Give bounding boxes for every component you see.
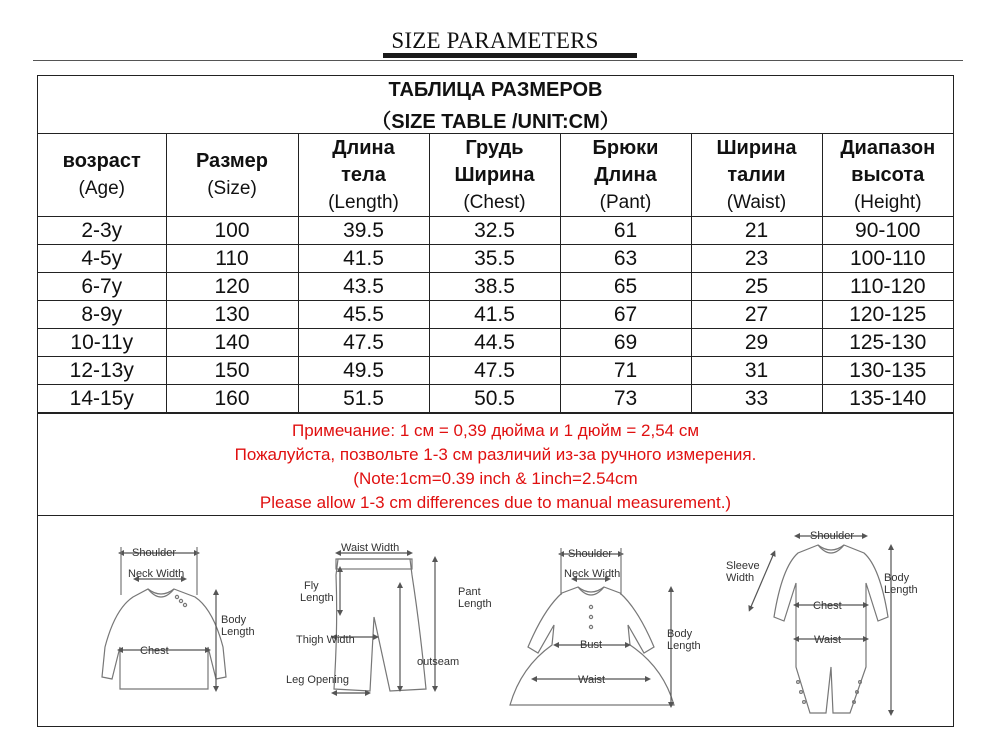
pants-waist-label: Waist Width [341,542,400,554]
cell-height: 120-125 [822,301,953,329]
table-row [38,301,953,329]
cell-chest: 44.5 [429,329,560,357]
cell-pant: 65 [560,273,691,301]
column-header-size: Размер (Size) [166,134,298,217]
cell-pant: 73 [560,385,691,413]
dress-body-label: Body [667,628,693,640]
cell-size: 160 [166,385,298,413]
cell-waist: 33 [691,385,822,413]
measurement-diagrams [38,517,953,725]
column-header-height: Диапазон высота (Height) [822,134,953,217]
cell-chest: 41.5 [429,301,560,329]
pants-pant-length-label: Length [458,598,492,610]
pants-leg-label: Leg Opening [286,674,349,686]
title-underline [383,53,637,58]
cell-waist: 25 [691,273,822,301]
table-row [38,357,953,385]
shirt-body-label: Body [221,614,247,626]
note-line-en-2: Please allow 1-3 cm differences due to manual measurement.) [259,493,732,512]
table-row [38,273,953,301]
cell-pant: 67 [560,301,691,329]
romper-length-label: Length [884,584,918,596]
cell-height: 130-135 [822,357,953,385]
cell-chest: 32.5 [429,217,560,245]
romper-body-label: Body [884,572,910,584]
cell-pant: 69 [560,329,691,357]
cell-waist: 23 [691,245,822,273]
romper-diagram [750,536,891,713]
cell-pant: 71 [560,357,691,385]
cell-chest: 35.5 [429,245,560,273]
dress-bust-label: Bust [580,639,603,651]
cell-height: 135-140 [822,385,953,413]
cell-pant: 63 [560,245,691,273]
cell-age: 10-11y [38,329,166,357]
table-header-row [38,134,953,217]
pants-outseam-label: outseam [417,656,460,668]
cell-chest: 38.5 [429,273,560,301]
cell-age: 4-5y [38,245,166,273]
cell-length: 39.5 [298,217,429,245]
cell-length: 45.5 [298,301,429,329]
column-header-length: Длина тела (Length) [298,134,429,217]
shirt-chest-label: Chest [140,645,169,657]
cell-size: 100 [166,217,298,245]
cell-size: 130 [166,301,298,329]
cell-waist: 21 [691,217,822,245]
dress-shoulder-label: Shoulder [568,548,613,560]
column-header-chest: Грудь Ширина (Chest) [429,134,560,217]
pants-fly-label: Fly [304,580,319,592]
cell-size: 120 [166,273,298,301]
table-header-en: （SIZE TABLE /UNIT:CM） [371,111,620,133]
table-row [38,217,953,245]
dress-waist-label: Waist [578,674,606,686]
dress-length-label: Length [667,640,701,652]
measurement-diagrams-svg [38,517,953,725]
size-table [38,134,953,413]
note-line-ru-2: Пожалуйста, позвольте 1-3 см различий из-за ручного измерения. [234,445,757,464]
cell-pant: 61 [560,217,691,245]
romper-shoulder-label: Shoulder [810,530,855,542]
cell-chest: 47.5 [429,357,560,385]
cell-length: 47.5 [298,329,429,357]
cell-size: 150 [166,357,298,385]
shirt-shoulder-label: Shoulder [132,547,177,559]
table-row [38,385,953,413]
cell-height: 100-110 [822,245,953,273]
shirt-neck-label: Neck Width [128,568,185,580]
pants-thigh-label: Thigh Width [296,634,355,646]
measurement-note [38,413,953,516]
note-line-ru-1: Примечание: 1 см = 0,39 дюйма и 1 дюйм = 2,54 см [291,421,700,440]
cell-length: 51.5 [298,385,429,413]
cell-size: 140 [166,329,298,357]
cell-age: 2-3y [38,217,166,245]
cell-age: 12-13y [38,357,166,385]
romper-waist-label: Waist [814,634,842,646]
cell-chest: 50.5 [429,385,560,413]
cell-waist: 31 [691,357,822,385]
dress-neck-label: Neck Width [564,568,621,580]
shirt-length-label: Length [221,626,255,638]
cell-height: 110-120 [822,273,953,301]
cell-length: 43.5 [298,273,429,301]
page-title: SIZE PARAMETERS [391,28,599,53]
table-row [38,245,953,273]
column-header-waist: Ширина талии (Waist) [691,134,822,217]
pants-pant-label: Pant [458,586,481,598]
column-header-age: возраст (Age) [38,134,166,217]
romper-sleeve-label: Sleeve [726,560,760,572]
cell-age: 8-9y [38,301,166,329]
cell-waist: 29 [691,329,822,357]
table-row [38,329,953,357]
cell-height: 125-130 [822,329,953,357]
title-divider [33,60,963,61]
cell-waist: 27 [691,301,822,329]
note-line-en-1: (Note:1cm=0.39 inch & 1inch=2.54cm [353,469,638,488]
column-header-pant: Брюки Длина (Pant) [560,134,691,217]
cell-age: 6-7y [38,273,166,301]
pants-diagram [334,553,435,693]
table-header-ru: ТАБЛИЦА РАЗМЕРОВ [388,79,603,101]
romper-width-label: Width [726,572,755,584]
romper-chest-label: Chest [813,600,842,612]
cell-length: 41.5 [298,245,429,273]
cell-age: 14-15y [38,385,166,413]
table-header [38,76,953,134]
cell-size: 110 [166,245,298,273]
pants-fly-length-label: Length [300,592,334,604]
cell-length: 49.5 [298,357,429,385]
cell-height: 90-100 [822,217,953,245]
